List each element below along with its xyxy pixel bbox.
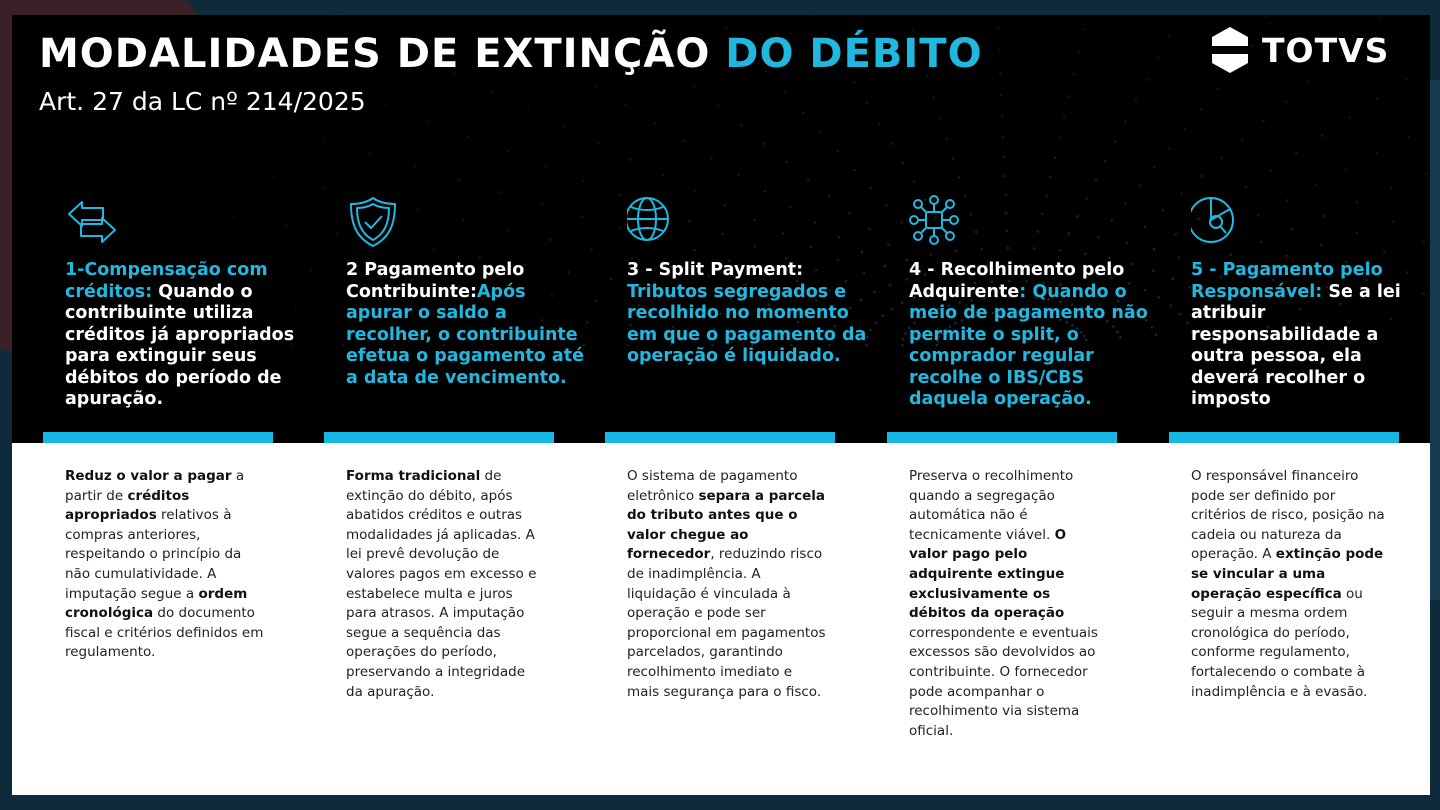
title-main: MODALIDADES DE EXTINÇÃO [39,31,726,77]
modality-description [627,467,827,702]
heading-part: 3 - Split Payment: [627,260,804,280]
modality-column-2 [346,15,586,795]
accent-bar [887,432,1117,443]
description-part: O valor pago pelo adquirente extingue exclusivamente os débitos da operação [909,526,1067,622]
description-part: a partir de [65,468,245,504]
description-part: do documento fiscal e critérios definidos em regulamento. [65,605,264,661]
description-part: ordem cronológica [65,585,248,622]
description-part: de extinção do débito, após abatidos créditos e outras modalidades já aplicadas. A lei prevê devolução de valores pagos em excesso e estabelece multa e juros para atrasos. A imputação segue a sequência das operações do período, preservando a integridade da apuração. [346,468,537,700]
modality-column-5 [1191,15,1430,795]
heading-part: 1-Compensação com créditos: [65,260,268,302]
modality-column-4 [909,15,1149,795]
heading-part: Se a lei atribuir responsabilidade a outra pessoa, ela deverá recolher o imposto [1191,281,1401,409]
description-part: créditos apropriados [65,487,190,524]
modality-description [1191,467,1391,702]
heading-part: 4 - Recolhimento pelo Adquirente [909,260,1125,302]
heading-part: 5 - Pagamento pelo Responsável: [1191,260,1383,302]
description-part: O sistema de pagamento eletrônico [627,468,798,504]
arrows-exchange-icon [65,195,119,249]
description-part: Reduz o valor a pagar [65,468,232,484]
accent-bar [324,432,554,443]
description-part: O responsável financeiro pode ser definido por critérios de risco, posição na cadeia ou natureza da operação. A [1191,468,1385,563]
modality-description [909,467,1109,741]
slide [12,15,1430,795]
heading-part: Após apurar o saldo a recolher, o contribuinte efetua o pagamento até a data de vencimento. [346,281,584,388]
description-part: extinção pode se vincular a uma operação específica [1191,546,1384,602]
description-part: Forma tradicional [346,468,481,484]
title-highlight: DO DÉBITO [725,31,983,77]
modality-column-1 [65,15,305,795]
modality-heading [909,260,1149,411]
modality-heading [65,260,305,411]
description-part: relativos à compras anteriores, respeitando o princípio da não cumulatividade. A imputação segue a [65,507,242,602]
modality-column-3 [627,15,867,795]
accent-bar [605,432,835,443]
heading-part: 2 Pagamento pelo Contribuinte: [346,260,525,302]
page-subtitle: Art. 27 da LC nº 214/2025 [39,87,366,116]
network-hub-icon [909,195,963,249]
heading-part: Quando o contribuinte utiliza créditos já apropriados para extinguir seus débitos do período de apuração. [65,281,295,409]
description-part: , reduzindo risco de inadimplência. A liquidação é vinculada à operação e pode ser proporcional em pagamentos parcelados, garantindo recolhimento imediato e mais segurança para o fisco. [627,546,826,700]
modality-heading [346,260,586,389]
logo-text: TOTVS [1262,30,1390,70]
description-part: ou seguir a mesma ordem cronológica do período, conforme regulamento, fortalecendo o combate à inadimplência e à evasão. [1191,585,1368,700]
heading-part: Tributos segregados e recolhido no momento em que o pagamento da operação é liquidado. [627,281,867,366]
globe-icon [627,195,681,249]
shield-check-icon [346,195,400,249]
accent-bar [1169,432,1399,443]
modality-heading [627,260,867,368]
modality-heading [1191,260,1430,411]
target-pie-icon [1191,195,1245,249]
description-part: correspondente e eventuais excessos são devolvidos ao contribuinte. O fornecedor pode acompanhar o recolhimento via sistema oficial. [909,624,1098,739]
description-part: Preserva o recolhimento quando a segregação automática não é tecnicamente viável. [909,468,1074,543]
heading-part: : Quando o meio de pagamento não permite o split, o comprador regular recolhe o IBS/CBS daquela operação. [909,281,1148,409]
description-part: separa a parcela do tributo antes que o valor chegue ao fornecedor [627,487,826,563]
accent-bar [43,432,273,443]
modality-description [346,467,546,702]
modality-description [65,467,265,663]
